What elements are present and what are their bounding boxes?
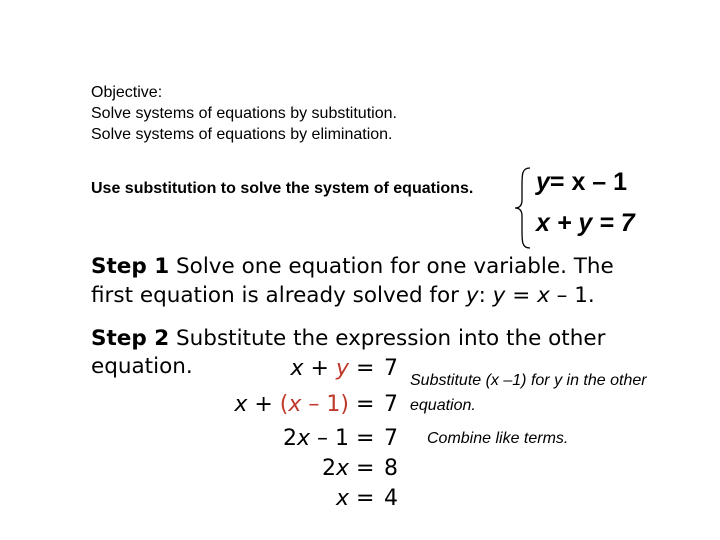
r1-plus: +	[303, 356, 336, 381]
r2-minus-one: – 1)	[301, 392, 349, 417]
r1-y: y	[335, 356, 349, 381]
step-2-line-2: equation.	[91, 354, 193, 379]
work-row-4-eq: =	[356, 456, 375, 481]
system-equation-2: x + y = 7	[536, 209, 635, 237]
step-2-line-1	[91, 324, 605, 353]
step-1-text-a: Solve one equation for one variable. The	[169, 254, 614, 279]
step-1-text-b1: first equation is already solved for	[91, 283, 466, 308]
objective-line-2: Solve systems of equations by elimination.	[91, 126, 393, 143]
step-1-label: Step 1	[91, 254, 170, 279]
note-substitute-line-1: Substitute (x –1) for y in the other	[410, 372, 647, 389]
work-row-1-rhs: 7	[384, 356, 398, 381]
system-brace	[512, 166, 534, 250]
work-row-1-eq: =	[356, 356, 375, 381]
work-row-5-lhs	[336, 484, 349, 514]
work-row-2-eq: =	[356, 392, 375, 417]
step-1-var-y1: y	[465, 283, 479, 308]
step-1-line-2	[91, 281, 595, 310]
r2-open-paren: (	[279, 392, 289, 417]
work-row-2-lhs	[234, 390, 349, 420]
r3-minus-one: – 1	[310, 426, 349, 451]
work-row-3-eq: =	[356, 426, 375, 451]
objective-heading: Objective:	[91, 84, 163, 101]
r5-x: x	[335, 486, 349, 511]
step-1-equals: =	[505, 283, 538, 308]
note-substitute-line-2: equation.	[410, 397, 476, 414]
work-row-4-rhs: 8	[384, 456, 398, 481]
r1-x: x	[290, 356, 304, 381]
work-row-5-rhs: 4	[384, 486, 398, 511]
eq1-y: y	[536, 168, 550, 196]
r4-coef: 2	[321, 456, 336, 481]
step-1-colon: :	[478, 283, 493, 308]
objective-line-1: Solve systems of equations by substitution.	[91, 105, 397, 122]
note-combine: Combine like terms.	[427, 430, 569, 447]
work-row-1-lhs	[291, 354, 349, 384]
problem-prompt: Use substitution to solve the system of equations.	[91, 180, 474, 197]
step-2-text-a: Substitute the expression into the other	[169, 326, 606, 351]
step-1-var-x: x	[537, 283, 550, 308]
step-1-line-1	[91, 252, 614, 281]
work-row-4-lhs	[322, 454, 349, 484]
r2-x-inner: x	[288, 392, 302, 417]
r2-plus: +	[247, 392, 280, 417]
work-row-3-lhs	[283, 424, 349, 454]
work-row-3-rhs: 7	[384, 426, 398, 451]
r3-x: x	[296, 426, 311, 451]
work-row-5-eq: =	[356, 486, 375, 511]
eq1-rhs: = x – 1	[549, 168, 628, 196]
step-2-label: Step 2	[91, 326, 170, 351]
r2-x: x	[234, 392, 248, 417]
work-row-2-rhs: 7	[384, 392, 398, 417]
r4-x: x	[335, 456, 349, 481]
r3-coef: 2	[282, 426, 297, 451]
step-1-var-y2: y	[492, 283, 506, 308]
step-1-minus-one: – 1.	[549, 283, 595, 308]
system-equation-1	[536, 167, 627, 197]
